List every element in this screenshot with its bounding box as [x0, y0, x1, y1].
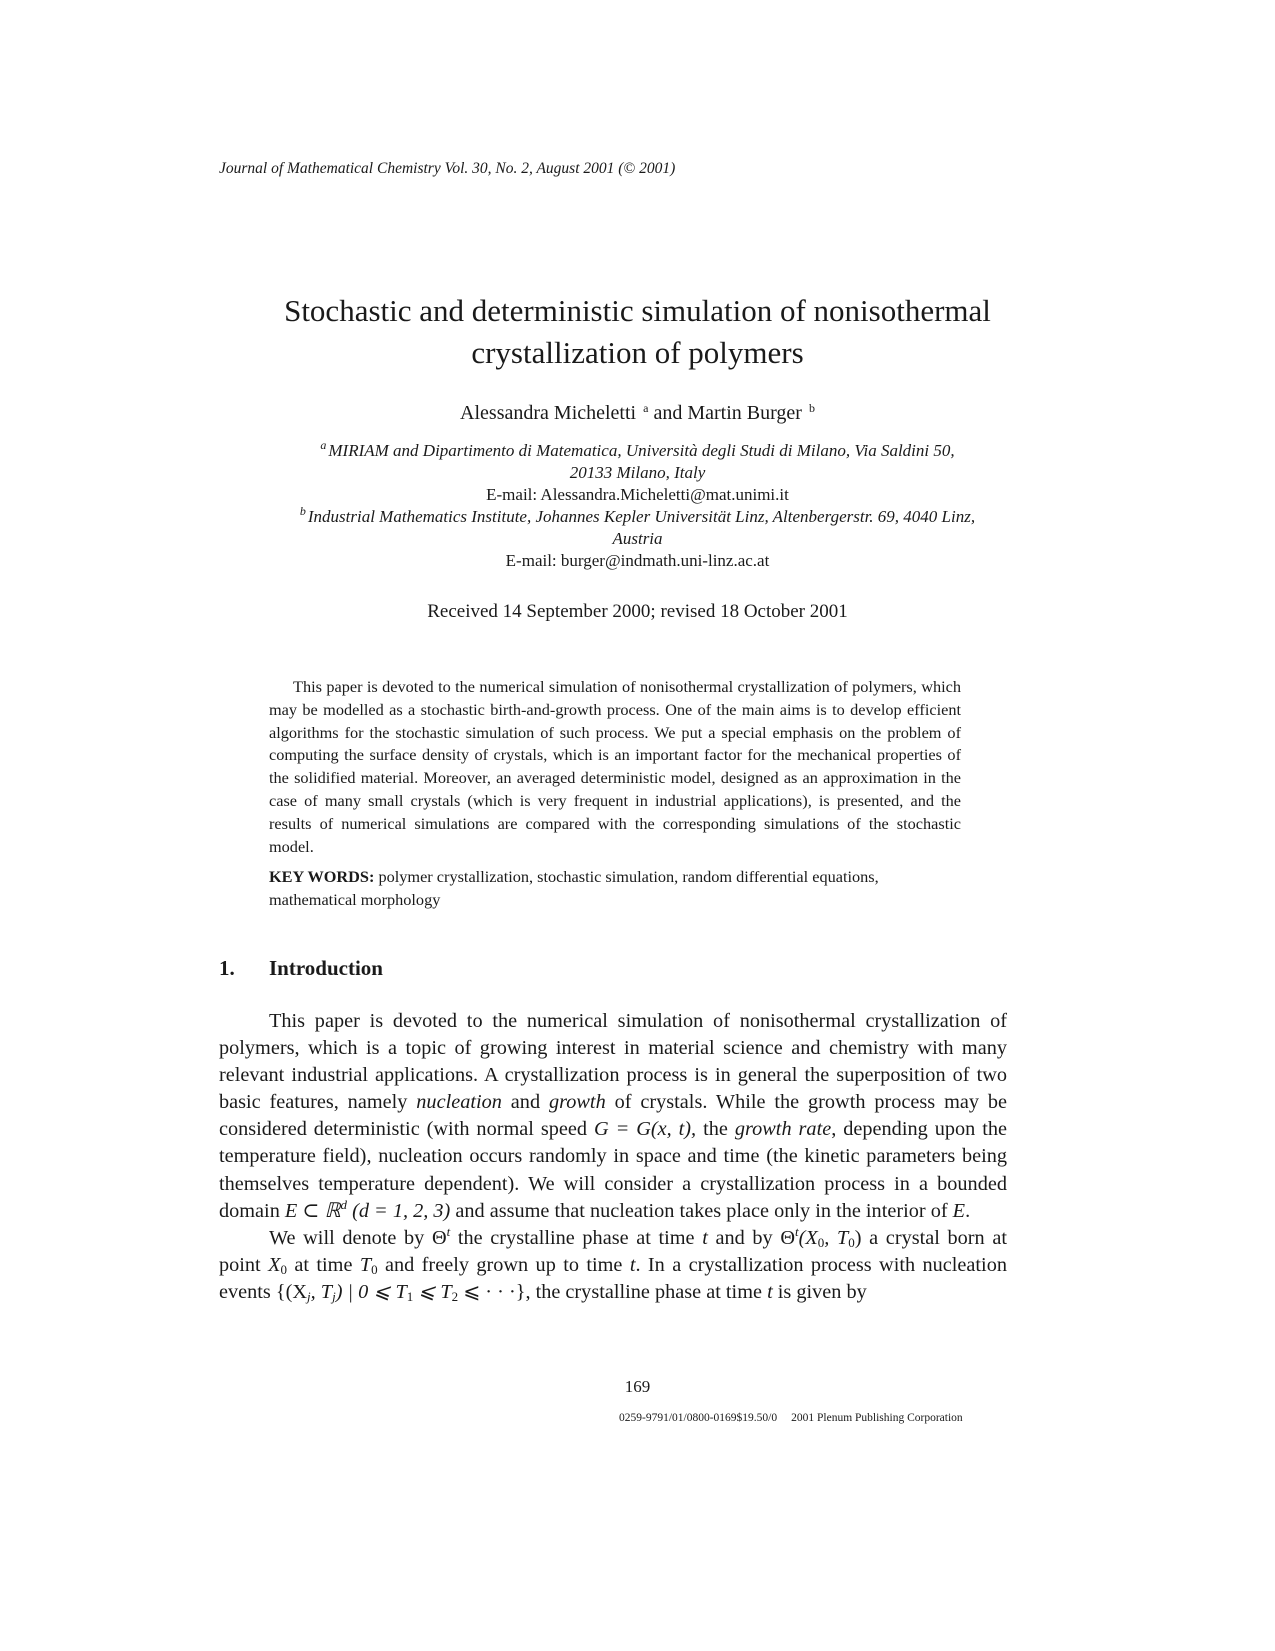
text-run: at time	[294, 1253, 353, 1276]
text-run: the crystalline phase at time	[457, 1226, 695, 1249]
affiliation-b-mark: b	[299, 504, 306, 518]
math-args: (X	[798, 1226, 818, 1249]
affiliation-a-mark: a	[320, 438, 327, 452]
authors	[200, 401, 1075, 425]
math-set: ⩽ T	[413, 1280, 452, 1303]
affiliation-b-line-1: Industrial Mathematics Institute, Johannes Kepler Universität Linz, Altenbergerstr. 69, 4040 Linz,	[307, 507, 976, 526]
journal-header: Journal of Mathematical Chemistry Vol. 30, No. 2, August 2001 (© 2001)	[219, 160, 676, 177]
math-sub: 1	[406, 1288, 414, 1304]
section-number: 1.	[219, 956, 235, 980]
footer-copyright	[619, 1412, 963, 1424]
intro-paragraph-2	[219, 1225, 1007, 1306]
math-sup: d	[340, 1196, 348, 1212]
keywords-label: KEY WORDS:	[269, 867, 375, 886]
math-sup: t	[446, 1223, 451, 1239]
emphasis-growth: growth	[548, 1091, 606, 1114]
text-run: and freely grown up to time	[385, 1253, 623, 1276]
affiliation-a-line-1: MIRIAM and Dipartimento di Matematica, Università degli Studi di Milano, Via Saldini 50,	[328, 441, 955, 460]
math-theta: Θ	[431, 1226, 447, 1249]
affiliation-a-line-2: 20133 Milano, Italy	[569, 463, 706, 482]
title-line-2: crystallization of polymers	[471, 335, 804, 370]
paper-title	[200, 290, 1075, 374]
title-line-1: Stochastic and deterministic simulation of nonisothermal	[284, 293, 991, 328]
affiliation-b	[200, 500, 1075, 572]
math-sub: 0	[848, 1234, 855, 1250]
math-sub: j	[307, 1288, 311, 1304]
text-run: and assume that nucleation takes place only in the interior of	[455, 1199, 948, 1222]
text-run: a crystal born at point	[219, 1226, 1007, 1276]
affiliation-b-email: E-mail: burger@indmath.uni-linz.ac.at	[505, 551, 770, 570]
math-set: ⩽ · · ·}	[458, 1280, 526, 1303]
section-title: Introduction	[269, 956, 383, 980]
affiliation-b-line-2: Austria	[612, 529, 663, 548]
math-args: )	[854, 1226, 862, 1249]
author-1: Alessandra Micheletti	[460, 402, 637, 424]
text-run: of crystals. While the growth process may be considered deterministic (with normal speed	[219, 1091, 1008, 1141]
author-1-mark: a	[643, 401, 649, 415]
text-run: .	[965, 1199, 971, 1222]
keywords	[269, 866, 961, 912]
math-T0: T	[359, 1253, 372, 1276]
footer-code: 0259-9791/01/0800-0169$19.50/0	[619, 1412, 778, 1424]
author-2: Martin Burger	[687, 402, 802, 424]
page-number: 169	[624, 1377, 651, 1396]
math-sub: 0	[371, 1261, 378, 1277]
math-E: E	[952, 1199, 966, 1222]
text-run: We will denote by	[269, 1226, 425, 1249]
math-args: , T	[824, 1226, 849, 1249]
author-conjunction: and	[653, 402, 683, 424]
math-sub: 2	[451, 1288, 459, 1304]
math-sub: 0	[280, 1261, 287, 1277]
text-run: the	[703, 1118, 728, 1141]
math-growth-speed: G = G(x, t),	[593, 1118, 697, 1141]
math-set: {(X	[275, 1280, 308, 1303]
affiliation-a-email: E-mail: Alessandra.Micheletti@mat.unimi.it	[486, 485, 789, 504]
math-t: t	[702, 1226, 708, 1249]
affiliation-a	[200, 434, 1075, 506]
text-run: and	[510, 1091, 541, 1114]
text-run: is given by	[777, 1280, 867, 1303]
math-set: , T	[310, 1280, 333, 1303]
intro-paragraph-1	[219, 1008, 1007, 1225]
emphasis-nucleation: nucleation	[416, 1091, 502, 1114]
math-dimensions: (d = 1, 2, 3)	[352, 1199, 451, 1222]
text-run: and by	[715, 1226, 773, 1249]
text-run: , depending upon the temperature field), nucleation occurs randomly in space and time (the kinetic parameters being themselves temperature dependent). We will consider a crystallization process in a bounded domain	[219, 1118, 1007, 1222]
text-run: This paper is devoted to the numerical simulation of nonisothermal crystallization of polymers, which is a topic of growing interest in material science and chemistry with many relevant industrial applications. A crystallization process is in general the superposition of two basic features, namely	[219, 1010, 1007, 1114]
emphasis-growth-rate: growth rate	[734, 1118, 832, 1141]
footer-publisher: 2001 Plenum Publishing Corporation	[791, 1412, 963, 1424]
keywords-text: polymer crystallization, stochastic simulation, random differential equations, mathematical morphology	[269, 867, 879, 909]
received-dates: Received 14 September 2000; revised 18 October 2001	[427, 601, 848, 622]
intro-body	[219, 1008, 1007, 1306]
text-run: . In a crystallization process with nucleation events	[219, 1253, 1007, 1303]
math-sup: t	[794, 1223, 799, 1239]
math-sub: j	[332, 1288, 336, 1304]
math-t: t	[767, 1280, 773, 1303]
math-set: ) | 0 ⩽ T	[335, 1280, 407, 1303]
author-2-mark: b	[808, 401, 815, 415]
math-theta: Θ	[780, 1226, 795, 1249]
math-t: t	[629, 1253, 636, 1276]
math-domain: E ⊂ ℝ	[284, 1199, 341, 1222]
abstract: This paper is devoted to the numerical simulation of nonisothermal crystallization of polymers, which may be modelled as a stochastic birth-and-growth process. One of the main aims is to develop efficient algorithms for the stochastic simulation of such process. We put a special emphasis on the problem of computing the surface density of crystals, which is an important factor for the mechanical properties of the solidified material. Moreover, an averaged deterministic model, designed as an approximation in the case of many small crystals (which is very frequent in industrial applications), is presented, and the results of numerical simulations are compared with the corresponding simulations of the stochastic model.	[269, 677, 961, 856]
math-sub: 0	[817, 1234, 825, 1250]
text-run: , the crystalline phase at time	[525, 1280, 762, 1303]
math-X0: X	[268, 1253, 281, 1276]
